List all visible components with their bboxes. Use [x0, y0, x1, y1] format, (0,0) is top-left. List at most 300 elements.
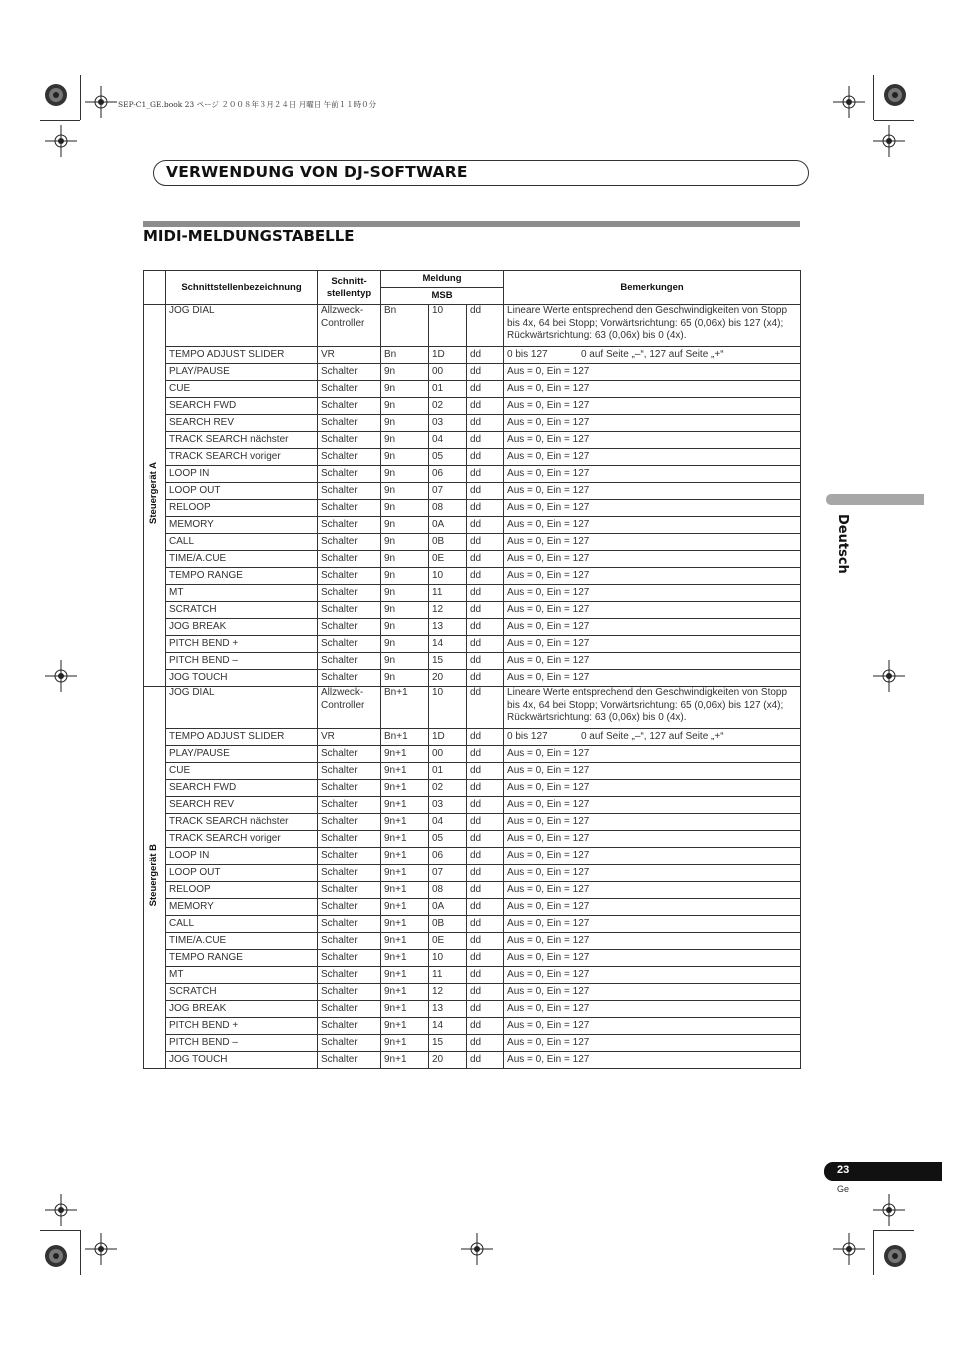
group-label-cell — [144, 687, 166, 1069]
cell-name: TEMPO ADJUST SLIDER — [166, 347, 318, 364]
cell-name: TIME/A.CUE — [166, 933, 318, 950]
cell-type: Schalter — [318, 483, 381, 500]
cell-name: CUE — [166, 763, 318, 780]
cell-type: Schalter — [318, 967, 381, 984]
cell-remarks: Aus = 0, Ein = 127 — [504, 933, 801, 950]
cell-msb-value: dd — [467, 534, 504, 551]
cell-remarks: Aus = 0, Ein = 127 — [504, 364, 801, 381]
table-row — [144, 763, 801, 780]
cell-status: 9n+1 — [381, 1052, 429, 1069]
cell-remarks: Aus = 0, Ein = 127 — [504, 967, 801, 984]
header-group — [144, 271, 166, 305]
crosshair-icon — [45, 660, 77, 692]
cell-status: 9n — [381, 449, 429, 466]
crosshair-icon — [873, 1194, 905, 1226]
table-row — [144, 500, 801, 517]
cell-type: Schalter — [318, 916, 381, 933]
table-row — [144, 1001, 801, 1018]
cell-remarks: Aus = 0, Ein = 127 — [504, 899, 801, 916]
cell-msb-number: 05 — [429, 831, 467, 848]
cell-name: CALL — [166, 916, 318, 933]
cell-status: 9n — [381, 398, 429, 415]
cell-msb-value: dd — [467, 1035, 504, 1052]
table-row — [144, 1018, 801, 1035]
crosshair-icon — [833, 1233, 865, 1265]
cell-type: Schalter — [318, 551, 381, 568]
table-row — [144, 636, 801, 653]
cell-name: SCRATCH — [166, 984, 318, 1001]
table-row — [144, 568, 801, 585]
cell-remarks: Aus = 0, Ein = 127 — [504, 534, 801, 551]
cell-msb-number: 15 — [429, 653, 467, 670]
cell-remarks: Aus = 0, Ein = 127 — [504, 848, 801, 865]
cell-remarks: Aus = 0, Ein = 127 — [504, 585, 801, 602]
cell-msb-number: 10 — [429, 305, 467, 347]
cell-msb-number: 03 — [429, 415, 467, 432]
cell-msb-number: 02 — [429, 780, 467, 797]
cell-status: 9n — [381, 534, 429, 551]
cell-name: PITCH BEND + — [166, 1018, 318, 1035]
cell-name: TEMPO RANGE — [166, 950, 318, 967]
cell-remarks: Aus = 0, Ein = 127 — [504, 1001, 801, 1018]
cell-name: CUE — [166, 381, 318, 398]
crop-line — [873, 75, 874, 120]
cell-msb-number: 03 — [429, 797, 467, 814]
table-row — [144, 466, 801, 483]
cell-name: SEARCH FWD — [166, 398, 318, 415]
table-row — [144, 797, 801, 814]
cell-type: Schalter — [318, 831, 381, 848]
cell-type: Schalter — [318, 899, 381, 916]
cell-msb-value: dd — [467, 305, 504, 347]
cell-msb-number: 14 — [429, 636, 467, 653]
cell-remarks: Aus = 0, Ein = 127 — [504, 1035, 801, 1052]
cell-msb-value: dd — [467, 967, 504, 984]
cell-type: Schalter — [318, 814, 381, 831]
cell-msb-value: dd — [467, 882, 504, 899]
cell-msb-value: dd — [467, 585, 504, 602]
cell-remarks: Aus = 0, Ein = 127 — [504, 814, 801, 831]
cell-msb-value: dd — [467, 432, 504, 449]
cell-name: TEMPO ADJUST SLIDER — [166, 729, 318, 746]
cell-msb-number: 1D — [429, 347, 467, 364]
cell-remarks: Aus = 0, Ein = 127 — [504, 670, 801, 687]
table-row — [144, 916, 801, 933]
registration-disc-icon — [44, 1244, 68, 1268]
cell-name: LOOP IN — [166, 848, 318, 865]
table-row — [144, 534, 801, 551]
cell-type: Schalter — [318, 449, 381, 466]
cell-msb-number: 10 — [429, 687, 467, 729]
cell-remarks: Aus = 0, Ein = 127 — [504, 449, 801, 466]
cell-type: Schalter — [318, 500, 381, 517]
cell-msb-number: 0E — [429, 933, 467, 950]
crosshair-icon — [461, 1233, 493, 1265]
table-row — [144, 449, 801, 466]
cell-remarks: Aus = 0, Ein = 127 — [504, 831, 801, 848]
cell-type: Schalter — [318, 517, 381, 534]
cell-name: MT — [166, 967, 318, 984]
table-row — [144, 729, 801, 746]
cell-msb-number: 07 — [429, 865, 467, 882]
cell-type: Schalter — [318, 950, 381, 967]
cell-name: PITCH BEND – — [166, 1035, 318, 1052]
registration-disc-icon — [883, 83, 907, 107]
page-number-tab — [824, 1162, 942, 1181]
cell-name: PLAY/PAUSE — [166, 364, 318, 381]
cell-msb-number: 08 — [429, 500, 467, 517]
cell-type: Schalter — [318, 797, 381, 814]
crop-line — [80, 75, 81, 120]
cell-msb-number: 0A — [429, 899, 467, 916]
cell-status: 9n+1 — [381, 916, 429, 933]
crosshair-icon — [45, 1194, 77, 1226]
table-row — [144, 967, 801, 984]
cell-status: 9n+1 — [381, 1018, 429, 1035]
cell-name: MT — [166, 585, 318, 602]
cell-type: Schalter — [318, 568, 381, 585]
cell-msb-value: dd — [467, 814, 504, 831]
cell-name: TRACK SEARCH nächster — [166, 432, 318, 449]
cell-msb-number: 13 — [429, 1001, 467, 1018]
cell-status: 9n+1 — [381, 882, 429, 899]
table-row — [144, 602, 801, 619]
cell-msb-value: dd — [467, 381, 504, 398]
header-type: Schnitt- stellentyp — [318, 271, 381, 305]
crosshair-icon — [833, 86, 865, 118]
cell-msb-number: 04 — [429, 814, 467, 831]
crosshair-icon — [45, 125, 77, 157]
cell-msb-number: 00 — [429, 746, 467, 763]
language-label: Deutsch — [835, 514, 850, 574]
table-row — [144, 950, 801, 967]
cell-status: 9n — [381, 551, 429, 568]
cell-status: 9n — [381, 500, 429, 517]
cell-status: 9n — [381, 670, 429, 687]
cell-msb-value: dd — [467, 1052, 504, 1069]
cell-remarks: Aus = 0, Ein = 127 — [504, 551, 801, 568]
cell-remarks: Aus = 0, Ein = 127 — [504, 415, 801, 432]
cell-remarks: Lineare Werte entsprechend den Geschwindigkeiten von Stopp bis 4x, 64 bei Stopp; Vorwärtsrichtung: 65 (0,06x) bis 127 (x4); Rückwärtsrichtung: 63 (0,06x) bis 0 (4x). — [504, 687, 801, 729]
table-row — [144, 551, 801, 568]
cell-type: Schalter — [318, 780, 381, 797]
cell-name: JOG DIAL — [166, 305, 318, 347]
table-row — [144, 432, 801, 449]
cell-type: Schalter — [318, 653, 381, 670]
cell-name: TRACK SEARCH voriger — [166, 831, 318, 848]
cell-msb-value: dd — [467, 466, 504, 483]
cell-msb-value: dd — [467, 984, 504, 1001]
cell-name: PLAY/PAUSE — [166, 746, 318, 763]
cell-msb-number: 13 — [429, 619, 467, 636]
cell-msb-value: dd — [467, 483, 504, 500]
cell-type: Schalter — [318, 1018, 381, 1035]
crosshair-icon — [873, 660, 905, 692]
cell-remarks: Aus = 0, Ein = 127 — [504, 568, 801, 585]
cell-msb-value: dd — [467, 865, 504, 882]
table-row — [144, 831, 801, 848]
cell-type: Schalter — [318, 619, 381, 636]
cell-status: 9n+1 — [381, 967, 429, 984]
cell-type: Schalter — [318, 636, 381, 653]
cell-status: 9n+1 — [381, 831, 429, 848]
cell-status: Bn — [381, 347, 429, 364]
cell-type: Schalter — [318, 415, 381, 432]
cell-name: RELOOP — [166, 882, 318, 899]
cell-msb-value: dd — [467, 848, 504, 865]
cell-status: 9n — [381, 619, 429, 636]
table-row — [144, 364, 801, 381]
cell-type: Schalter — [318, 763, 381, 780]
cell-msb-number: 06 — [429, 848, 467, 865]
cell-status: 9n — [381, 585, 429, 602]
table-row — [144, 653, 801, 670]
cell-msb-number: 20 — [429, 670, 467, 687]
cell-name: TEMPO RANGE — [166, 568, 318, 585]
language-tab — [826, 494, 924, 505]
table-row — [144, 746, 801, 763]
cell-remarks: Aus = 0, Ein = 127 — [504, 381, 801, 398]
cell-name: MEMORY — [166, 899, 318, 916]
cell-status: 9n — [381, 364, 429, 381]
cell-msb-number: 10 — [429, 950, 467, 967]
crop-line — [873, 1230, 874, 1275]
cell-msb-value: dd — [467, 899, 504, 916]
cell-type: VR — [318, 729, 381, 746]
cell-msb-value: dd — [467, 636, 504, 653]
cell-type: Schalter — [318, 882, 381, 899]
cell-type: Schalter — [318, 1001, 381, 1018]
cell-remarks: 0 bis 127 0 auf Seite „–“, 127 auf Seite „+“ — [504, 347, 801, 364]
cell-name: SEARCH FWD — [166, 780, 318, 797]
page-number: 23 — [837, 1164, 850, 1176]
cell-msb-number: 10 — [429, 568, 467, 585]
crop-line — [80, 1230, 81, 1275]
cell-remarks: Aus = 0, Ein = 127 — [504, 984, 801, 1001]
cell-msb-value: dd — [467, 653, 504, 670]
table-row — [144, 865, 801, 882]
cell-status: 9n — [381, 381, 429, 398]
cell-msb-number: 15 — [429, 1035, 467, 1052]
cell-name: LOOP OUT — [166, 483, 318, 500]
cell-status: 9n+1 — [381, 780, 429, 797]
table-row — [144, 984, 801, 1001]
cell-msb-number: 20 — [429, 1052, 467, 1069]
cell-msb-value: dd — [467, 449, 504, 466]
cell-status: 9n — [381, 653, 429, 670]
table-body — [144, 305, 801, 1069]
table-row — [144, 882, 801, 899]
cell-type: VR — [318, 347, 381, 364]
cell-status: 9n — [381, 483, 429, 500]
cell-msb-number: 08 — [429, 882, 467, 899]
cell-name: PITCH BEND + — [166, 636, 318, 653]
cell-name: JOG DIAL — [166, 687, 318, 729]
cell-remarks: Aus = 0, Ein = 127 — [504, 1052, 801, 1069]
cell-type: Schalter — [318, 933, 381, 950]
cell-type: Schalter — [318, 534, 381, 551]
cell-type: Schalter — [318, 1035, 381, 1052]
cell-msb-number: 0A — [429, 517, 467, 534]
cell-name: JOG TOUCH — [166, 670, 318, 687]
cell-type: Schalter — [318, 865, 381, 882]
cell-msb-value: dd — [467, 763, 504, 780]
cell-remarks: Aus = 0, Ein = 127 — [504, 466, 801, 483]
cell-type: Allzweck- Controller — [318, 687, 381, 729]
cell-msb-value: dd — [467, 916, 504, 933]
cell-msb-number: 12 — [429, 602, 467, 619]
cell-msb-number: 01 — [429, 381, 467, 398]
cell-status: 9n+1 — [381, 1001, 429, 1018]
cell-name: MEMORY — [166, 517, 318, 534]
cell-status: 9n+1 — [381, 746, 429, 763]
cell-remarks: 0 bis 127 0 auf Seite „–“, 127 auf Seite „+“ — [504, 729, 801, 746]
cell-msb-value: dd — [467, 551, 504, 568]
cell-remarks: Aus = 0, Ein = 127 — [504, 432, 801, 449]
cell-msb-value: dd — [467, 933, 504, 950]
cell-name: JOG BREAK — [166, 1001, 318, 1018]
cell-type: Allzweck- Controller — [318, 305, 381, 347]
cell-msb-number: 05 — [429, 449, 467, 466]
cell-name: TIME/A.CUE — [166, 551, 318, 568]
cell-msb-number: 0B — [429, 534, 467, 551]
cell-remarks: Aus = 0, Ein = 127 — [504, 763, 801, 780]
cell-remarks: Aus = 0, Ein = 127 — [504, 517, 801, 534]
cell-msb-value: dd — [467, 619, 504, 636]
header-message: Meldung — [381, 271, 504, 288]
table-row — [144, 381, 801, 398]
cell-msb-value: dd — [467, 670, 504, 687]
cell-msb-value: dd — [467, 797, 504, 814]
cell-name: SCRATCH — [166, 602, 318, 619]
cell-name: SEARCH REV — [166, 797, 318, 814]
cell-type: Schalter — [318, 398, 381, 415]
cell-msb-value: dd — [467, 568, 504, 585]
cell-type: Schalter — [318, 848, 381, 865]
cell-msb-number: 11 — [429, 585, 467, 602]
section-title: MIDI-MELDUNGSTABELLE — [143, 227, 355, 245]
cell-remarks: Aus = 0, Ein = 127 — [504, 619, 801, 636]
cell-type: Schalter — [318, 432, 381, 449]
cell-status: 9n+1 — [381, 950, 429, 967]
midi-message-table — [143, 270, 801, 1069]
table-row — [144, 585, 801, 602]
cell-status: 9n — [381, 466, 429, 483]
cell-msb-value: dd — [467, 517, 504, 534]
crop-line — [874, 1230, 914, 1231]
chapter-title: VERWENDUNG VON DJ-SOFTWARE — [166, 163, 468, 181]
cell-msb-value: dd — [467, 1001, 504, 1018]
cell-msb-value: dd — [467, 950, 504, 967]
cell-msb-value: dd — [467, 415, 504, 432]
cell-name: TRACK SEARCH nächster — [166, 814, 318, 831]
cell-status: 9n+1 — [381, 1035, 429, 1052]
crosshair-icon — [85, 1233, 117, 1265]
cell-status: Bn — [381, 305, 429, 347]
cell-type: Schalter — [318, 585, 381, 602]
table-row — [144, 670, 801, 687]
cell-remarks: Aus = 0, Ein = 127 — [504, 950, 801, 967]
page-language: Ge — [837, 1184, 850, 1194]
print-info: SEP-C1_GE.book 23 ページ ２００８年３月２４日 月曜日 午前１１時０分 — [118, 100, 377, 109]
cell-status: 9n+1 — [381, 865, 429, 882]
table-row — [144, 933, 801, 950]
cell-name: CALL — [166, 534, 318, 551]
cell-msb-value: dd — [467, 500, 504, 517]
cell-msb-number: 06 — [429, 466, 467, 483]
cell-name: JOG BREAK — [166, 619, 318, 636]
cell-remarks: Aus = 0, Ein = 127 — [504, 916, 801, 933]
cell-name: LOOP OUT — [166, 865, 318, 882]
cell-msb-number: 00 — [429, 364, 467, 381]
table-row — [144, 687, 801, 729]
chapter-header — [153, 160, 809, 186]
table-row — [144, 398, 801, 415]
cell-status: 9n+1 — [381, 763, 429, 780]
cell-remarks: Aus = 0, Ein = 127 — [504, 653, 801, 670]
cell-remarks: Aus = 0, Ein = 127 — [504, 882, 801, 899]
header-name: Schnittstellenbezeichnung — [166, 271, 318, 305]
cell-msb-value: dd — [467, 780, 504, 797]
cell-type: Schalter — [318, 984, 381, 1001]
cell-remarks: Aus = 0, Ein = 127 — [504, 500, 801, 517]
crosshair-icon — [85, 86, 117, 118]
cell-name: TRACK SEARCH voriger — [166, 449, 318, 466]
table-row — [144, 1035, 801, 1052]
cell-type: Schalter — [318, 466, 381, 483]
cell-status: Bn+1 — [381, 687, 429, 729]
crop-line — [40, 1230, 80, 1231]
cell-msb-value: dd — [467, 729, 504, 746]
cell-status: 9n — [381, 636, 429, 653]
cell-msb-number: 01 — [429, 763, 467, 780]
cell-remarks: Aus = 0, Ein = 127 — [504, 483, 801, 500]
table-row — [144, 814, 801, 831]
cell-msb-value: dd — [467, 1018, 504, 1035]
table-row — [144, 1052, 801, 1069]
cell-msb-value: dd — [467, 602, 504, 619]
cell-status: 9n — [381, 517, 429, 534]
cell-name: RELOOP — [166, 500, 318, 517]
cell-remarks: Aus = 0, Ein = 127 — [504, 398, 801, 415]
cell-msb-value: dd — [467, 831, 504, 848]
cell-status: 9n+1 — [381, 933, 429, 950]
cell-msb-number: 0E — [429, 551, 467, 568]
table-row — [144, 483, 801, 500]
cell-name: JOG TOUCH — [166, 1052, 318, 1069]
table-row — [144, 619, 801, 636]
header-remarks: Bemerkungen — [504, 271, 801, 305]
cell-msb-value: dd — [467, 746, 504, 763]
cell-remarks: Lineare Werte entsprechend den Geschwindigkeiten von Stopp bis 4x, 64 bei Stopp; Vorwärtsrichtung: 65 (0,06x) bis 127 (x4); Rückwärtsrichtung: 63 (0,06x) bis 0 (4x). — [504, 305, 801, 347]
header-msb: MSB — [381, 288, 504, 305]
cell-msb-number: 02 — [429, 398, 467, 415]
cell-type: Schalter — [318, 1052, 381, 1069]
cell-remarks: Aus = 0, Ein = 127 — [504, 636, 801, 653]
crosshair-icon — [873, 125, 905, 157]
crop-line — [40, 120, 80, 121]
group-label: Steuergerät A — [148, 462, 160, 525]
table-row — [144, 517, 801, 534]
registration-disc-icon — [44, 83, 68, 107]
cell-name: SEARCH REV — [166, 415, 318, 432]
cell-remarks: Aus = 0, Ein = 127 — [504, 1018, 801, 1035]
cell-type: Schalter — [318, 381, 381, 398]
cell-status: 9n+1 — [381, 814, 429, 831]
registration-disc-icon — [883, 1244, 907, 1268]
group-label-cell — [144, 305, 166, 687]
cell-msb-number: 04 — [429, 432, 467, 449]
